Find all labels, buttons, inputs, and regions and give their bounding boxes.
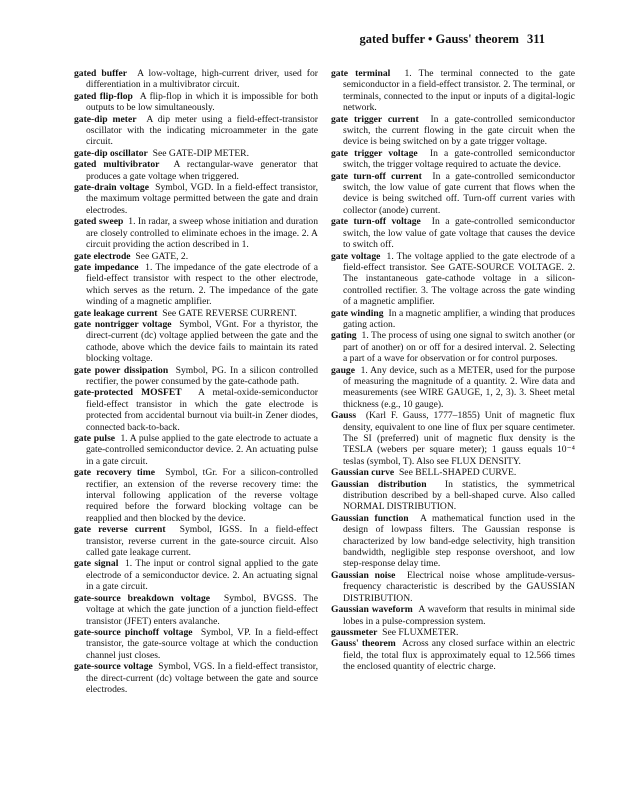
headword: gate-drain voltage	[74, 182, 149, 194]
dictionary-entry	[331, 570, 575, 604]
headword: gate winding	[331, 307, 384, 319]
definition: In statistics, the symmetrical distribution described by a bell-shaped curve. Also called NORMAL DISTRIBUTION.	[343, 478, 575, 513]
headword: gate-protected MOSFET	[74, 387, 182, 399]
definition: 1. Any device, such as a METER, used for the purpose of measuring the magnitude of a quantity. 2. Wire data and measurements (see WIRE GAUGE, 1, 2, 3). 3. Sheet metal thickness (e.g., 10 gauge).	[343, 364, 576, 410]
dictionary-entry	[331, 68, 575, 114]
headword: gate turn-off voltage	[331, 216, 421, 228]
headword: gauge	[331, 364, 355, 376]
definition: 1. The impedance of the gate electrode of a field-effect transistor with respect to the other electrode, which serves as the return. 2. The impedance of the gate winding of a magnetic amplifier.	[86, 261, 319, 308]
dictionary-entry	[74, 182, 318, 216]
dictionary-entry	[331, 513, 575, 570]
definition: See GATE-DIP METER.	[152, 147, 249, 159]
headword: gate trigger current	[331, 113, 419, 125]
headword: gate-source voltage	[74, 661, 153, 673]
definition: A rectangular-wave generator that produces a gate voltage when triggered.	[86, 159, 319, 182]
definition: Symbol, VGS. In a field-effect transistor, the direct-current (dc) voltage between the gate and source electrodes.	[86, 661, 319, 695]
dictionary-entry	[331, 216, 575, 250]
right-column	[331, 68, 575, 673]
dictionary-entry	[74, 308, 318, 319]
headword: gate-dip meter	[74, 113, 137, 125]
headword: gated sweep	[74, 216, 124, 228]
definition: A dip meter using a field-effect-transistor oscillator with the indicating microammeter in the gate circuit.	[86, 113, 318, 148]
headword: Gaussian function	[331, 512, 409, 524]
headword: gate recovery time	[74, 467, 155, 479]
headword: gate power dissipation	[74, 364, 169, 376]
headword: gated multivibrator	[74, 159, 160, 171]
dictionary-entry	[331, 627, 575, 638]
headword: gaussmeter	[331, 626, 378, 638]
dictionary-entry	[74, 262, 318, 308]
headword: gate-dip oscillator	[74, 147, 148, 159]
definition: A low-voltage, high-current driver, used for differentiation in a multivibrator circuit.	[86, 68, 318, 91]
dictionary-entry	[74, 558, 318, 592]
dictionary-entry	[74, 319, 318, 365]
headword: gate signal	[74, 558, 119, 570]
dictionary-entry	[74, 433, 318, 467]
dictionary-entry	[74, 524, 318, 558]
definition: 1. The input or control signal applied to the gate electrode of a semiconductor device. 2. An actuating signal in a gate circuit.	[86, 558, 318, 593]
definition: See BELL-SHAPED CURVE.	[398, 467, 517, 479]
definition: Symbol, VGnt. For a thyristor, the direct-current (dc) voltage applied between the gate and the cathode, above which the device fails to maintain its rated blocking voltage.	[86, 318, 318, 365]
definition: (Karl F. Gauss, 1777–1855) Unit of magnetic flux density, equivalent to one line of flux per square centimeter. The SI (preferred) unit of magnetic flux density is the TESLA (webers per square meter); 1 gauss equals 10⁻⁴ teslas (symbol, T). Also see FLUX DENSITY.	[343, 410, 576, 467]
definition: Across any closed surface within an electric field, the total flux is approximately equal to 12.566 times the enclosed quantity of electric charge.	[343, 638, 576, 673]
dictionary-entry	[74, 251, 318, 262]
dictionary-entry	[74, 661, 318, 695]
dictionary-entry	[74, 627, 318, 661]
running-title: gated buffer • Gauss' theorem	[359, 32, 519, 46]
headword: gate impedance	[74, 261, 139, 273]
dictionary-entry	[74, 68, 318, 91]
definition: Symbol, IGSS. In a field-effect transistor, reverse current in the gate-source circuit. Also called gate leakage current.	[86, 524, 318, 559]
dictionary-entry	[331, 479, 575, 513]
definition: Symbol, VGD. In a field-effect transistor, the maximum voltage permitted between the gate and drain electrodes.	[86, 182, 319, 216]
dictionary-entry	[74, 159, 318, 182]
definition: A waveform that results in minimal side lobes in a pulse-compression system.	[343, 604, 576, 627]
dictionary-entry	[331, 638, 575, 672]
dictionary-entry	[74, 365, 318, 388]
dictionary-entry	[74, 114, 318, 148]
dictionary-entry	[331, 365, 575, 411]
dictionary-entry	[331, 410, 575, 467]
dictionary-entry	[74, 216, 318, 250]
headword: gate nontrigger voltage	[74, 318, 172, 330]
headword: gate turn-off current	[331, 170, 422, 182]
definition: In a gate-controlled semiconductor switch, the low value of gate current that flows when the device is being switched off. Turn-off current varies with collector (anode) current.	[343, 170, 575, 216]
definition: In a magnetic amplifier, a winding that produces gating action.	[343, 307, 576, 330]
headword: gate pulse	[74, 433, 116, 444]
page-number: 311	[526, 32, 545, 46]
dictionary-entry	[74, 467, 318, 524]
definition: 1. The process of using one signal to switch another (or part of another) on or off for a desired interval. 2. Selecting a part of a wave for observation or for control purposes.	[343, 330, 575, 365]
definition: Symbol, VP. In a field-effect transistor, the gate-source voltage at which the conduction channel just closes.	[86, 626, 318, 661]
dictionary-entry	[74, 387, 318, 433]
headword: gate-source pinchoff voltage	[74, 626, 193, 638]
headword: Gaussian curve	[331, 467, 395, 479]
left-column	[74, 68, 318, 695]
definition: A metal-oxide-semiconductor field-effect transistor in which the gate electrode is protected from accidental burnout via built-in Zener diodes, connected back-to-back.	[86, 387, 319, 433]
headword: gating	[331, 330, 357, 342]
headword: gate leakage current	[74, 307, 158, 319]
headword: gate terminal	[331, 68, 391, 79]
definition: In a gate-controlled semiconductor switch, the current flowing in the gate circuit when the device is being switched on by a gate trigger voltage.	[343, 113, 576, 148]
headword: gated buffer	[74, 68, 127, 79]
headword: gate voltage	[331, 250, 381, 262]
dictionary-entry	[74, 148, 318, 159]
running-header	[359, 32, 545, 47]
headword: Gaussian distribution	[331, 478, 427, 490]
dictionary-entry	[331, 251, 575, 308]
definition: A flip-flop in which it is impossible for both outputs to be low simultaneously.	[86, 90, 318, 114]
headword: gated flip-flop	[74, 90, 133, 102]
headword: gate trigger voltage	[331, 147, 418, 159]
definition: See GATE REVERSE CURRENT.	[162, 307, 297, 319]
headword: Gaussian waveform	[331, 604, 413, 616]
headword: gate electrode	[74, 250, 131, 262]
dictionary-entry	[331, 148, 575, 171]
definition: See GATE, 2.	[135, 250, 189, 262]
definition: 1. In radar, a sweep whose initiation and duration are closely controlled to eliminate echoes in the image. 2. A circuit providing the action described in 1.	[86, 216, 319, 251]
headword: gate-source breakdown voltage	[74, 592, 211, 604]
dictionary-entry	[331, 171, 575, 217]
definition: See FLUXMETER.	[382, 626, 459, 638]
definition: 1. The terminal connected to the gate semiconductor in a field-effect transistor. 2. The terminal, or terminals, connected to the input or inputs of a digital-logic network.	[343, 68, 575, 114]
dictionary-entry	[74, 593, 318, 627]
definition: In a gate-controlled semiconductor switch, the trigger voltage required to actuate the device.	[343, 147, 576, 171]
dictionary-entry	[331, 467, 575, 478]
definition: 1. A pulse applied to the gate electrode to actuate a gate-controlled semiconductor device. 2. An actuating pulse in a gate circuit.	[86, 433, 319, 467]
dictionary-entry	[331, 604, 575, 627]
definition: Symbol, tGr. For a silicon-controlled rectifier, an extension of the reverse recovery time: the interval following application of the reverse voltage required before the forward blocking voltage can be reapplied and then blocked by the device.	[86, 467, 319, 524]
definition: Symbol, PG. In a silicon controlled rectifier, the power consumed by the gate-cathode path.	[86, 364, 318, 387]
dictionary-entry	[331, 330, 575, 364]
definition: A mathematical function used in the design of lowpass filters. The Gaussian response is characterized by low band-edge selectivity, high transition bandwidth, negligible step response overshoot, and low step-response delay time.	[343, 512, 576, 570]
dictionary-entry	[331, 308, 575, 331]
definition: In a gate-controlled semiconductor switch, the low value of gate voltage that causes the device to switch off.	[343, 216, 575, 251]
headword: Gauss' theorem	[331, 638, 396, 650]
headword: Gaussian noise	[331, 569, 396, 581]
headword: Gauss	[331, 410, 357, 422]
headword: gate reverse current	[74, 524, 166, 536]
definition: 1. The voltage applied to the gate electrode of a field-effect transistor. See GATE-SOURCE VOLTAGE. 2. The instantaneous gate-cathode voltage in a silicon-controlled rectifier. 3. The voltage across the gate winding of a magnetic amplifier.	[343, 250, 575, 308]
definition: Symbol, BVGSS. The voltage at which the gate junction of a junction field-effect transistor (JFET) enters avalanche.	[86, 592, 318, 627]
definition: Electrical noise whose amplitude-versus-frequency characteristic is described by the GAUSSIAN DISTRIBUTION.	[343, 569, 575, 604]
dictionary-entry	[74, 91, 318, 114]
dictionary-entry	[331, 114, 575, 148]
